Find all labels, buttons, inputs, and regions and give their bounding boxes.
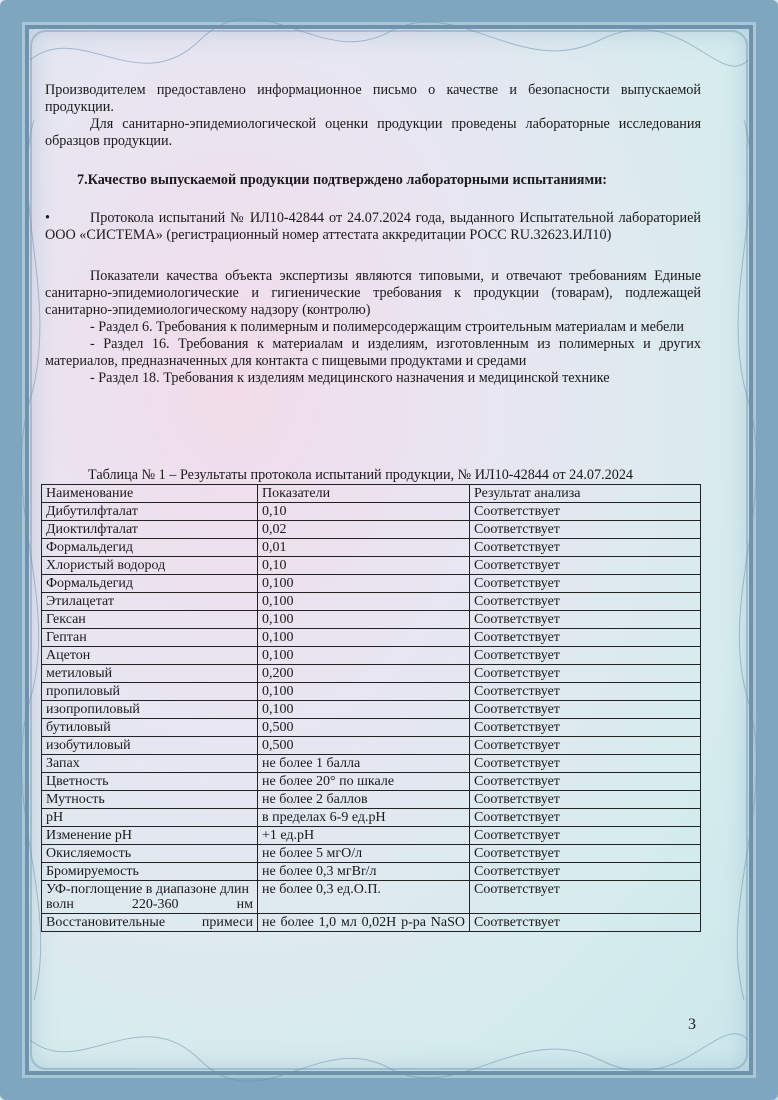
table-row — [42, 575, 701, 593]
cell-name: Восстановительные примеси — [42, 914, 258, 932]
table-row — [42, 557, 701, 575]
table-row — [42, 755, 701, 773]
cell-indicator: 0,100 — [258, 593, 470, 611]
cell-indicator: 0,100 — [258, 647, 470, 665]
table-row — [42, 719, 701, 737]
cell-result: Соответствует — [470, 845, 701, 863]
cell-indicator: не более 5 мгО/л — [258, 845, 470, 863]
table-row — [42, 791, 701, 809]
cell-indicator: 0,500 — [258, 719, 470, 737]
table-row — [42, 863, 701, 881]
cell-indicator: +1 ед.pH — [258, 827, 470, 845]
cell-result: Соответствует — [470, 914, 701, 932]
cell-name: изобутиловый — [42, 737, 258, 755]
table-header-row — [42, 485, 701, 503]
table-row — [42, 827, 701, 845]
paragraph-lab-assessment: Для санитарно-эпидемиологической оценки продукции проведены лабораторные исследования образцов продукции. — [45, 116, 701, 149]
table-row — [42, 773, 701, 791]
cell-result: Соответствует — [470, 611, 701, 629]
cell-name: Этилацетат — [42, 593, 258, 611]
header-result: Результат анализа — [470, 485, 701, 503]
cell-indicator: не более 1 балла — [258, 755, 470, 773]
cell-result: Соответствует — [470, 557, 701, 575]
cell-name: Окисляемость — [42, 845, 258, 863]
cell-indicator: 0,100 — [258, 629, 470, 647]
cell-result: Соответствует — [470, 575, 701, 593]
cell-indicator: 0,02 — [258, 521, 470, 539]
cell-result: Соответствует — [470, 665, 701, 683]
table-row — [42, 845, 701, 863]
cell-indicator: не более 1,0 мл 0,02Н р-ра NaSO — [258, 914, 470, 932]
cell-result: Соответствует — [470, 863, 701, 881]
table-row — [42, 737, 701, 755]
protocol-bullet-item — [45, 210, 701, 244]
table-row — [42, 593, 701, 611]
cell-name: УФ-поглощение в диапазоне длин волн 220-360 нм — [42, 881, 258, 914]
cell-indicator: не более 0,3 ед.О.П. — [258, 881, 470, 914]
document-body — [45, 82, 701, 387]
table-row — [42, 701, 701, 719]
requirement-section-18: - Раздел 18. Требования к изделиям медицинского назначения и медицинской технике — [90, 370, 610, 386]
cell-result: Соответствует — [470, 521, 701, 539]
cell-name: Мутность — [42, 791, 258, 809]
cell-indicator: 0,500 — [258, 737, 470, 755]
cell-name: Запах — [42, 755, 258, 773]
cell-indicator: 0,01 — [258, 539, 470, 557]
cell-name: Гексан — [42, 611, 258, 629]
table-row — [42, 914, 701, 932]
cell-indicator: 0,10 — [258, 557, 470, 575]
table-row — [42, 539, 701, 557]
cell-name: Формальдегид — [42, 539, 258, 557]
cell-result: Соответствует — [470, 773, 701, 791]
table-caption: Таблица № 1 – Результаты протокола испытаний продукции, № ИЛ10-42844 от 24.07.2024 — [88, 467, 634, 483]
protocol-text: Протокола испытаний № ИЛ10-42844 от 24.07.2024 года, выданного Испытательной лабораторией ООО «СИСТЕМА» (регистрационный номер аттестата аккредитации РОСС RU.32623.ИЛ10) — [45, 210, 701, 243]
table-row — [42, 683, 701, 701]
cell-result: Соответствует — [470, 809, 701, 827]
table-row — [42, 809, 701, 827]
cell-name: метиловый — [42, 665, 258, 683]
table-row — [42, 503, 701, 521]
cell-indicator: не более 0,3 мгBr/л — [258, 863, 470, 881]
cell-name: Дибутилфталат — [42, 503, 258, 521]
cell-indicator: 0,100 — [258, 611, 470, 629]
cell-indicator: 0,100 — [258, 701, 470, 719]
table-row — [42, 521, 701, 539]
cell-name: Цветность — [42, 773, 258, 791]
table-row — [42, 665, 701, 683]
cell-result: Соответствует — [470, 881, 701, 914]
page-number: 3 — [688, 1016, 696, 1033]
cell-indicator: 0,200 — [258, 665, 470, 683]
requirement-section-6: - Раздел 6. Требования к полимерным и полимерсодержащим строительным материалам и мебели — [90, 319, 684, 335]
cell-result: Соответствует — [470, 791, 701, 809]
cell-name: изопропиловый — [42, 701, 258, 719]
cell-indicator: не более 20° по шкале — [258, 773, 470, 791]
cell-result: Соответствует — [470, 593, 701, 611]
results-table — [41, 484, 701, 932]
table-row — [42, 611, 701, 629]
requirement-section-16: - Раздел 16. Требования к материалам и изделиям, изготовленным из полимерных и других материалов, предназначенных для контакта с пищевыми продуктами и средами — [45, 336, 701, 369]
cell-result: Соответствует — [470, 755, 701, 773]
section-7-title: 7.Качество выпускаемой продукции подтверждено лабораторными испытаниями: — [77, 172, 608, 188]
cell-result: Соответствует — [470, 719, 701, 737]
cell-indicator: 0,10 — [258, 503, 470, 521]
cell-name: пропиловый — [42, 683, 258, 701]
cell-result: Соответствует — [470, 827, 701, 845]
cell-indicator: 0,100 — [258, 575, 470, 593]
header-indicators: Показатели — [258, 485, 470, 503]
cell-indicator: 0,100 — [258, 683, 470, 701]
cell-result: Соответствует — [470, 629, 701, 647]
paragraph-info-letter: Производителем предоставлено информационное письмо о качестве и безопасности выпускаемой продукции. — [45, 82, 701, 115]
table-row — [42, 629, 701, 647]
paragraph-quality-indicators: Показатели качества объекта экспертизы являются типовыми, и отвечают требованиям Единые санитарно-эпидемиологические и гигиенические требования к продукции (товарам), подлежащей санитарно-эпидемиологическому надзору (контролю) — [45, 268, 701, 318]
cell-name: Ацетон — [42, 647, 258, 665]
cell-result: Соответствует — [470, 701, 701, 719]
cell-result: Соответствует — [470, 647, 701, 665]
cell-name: Хлористый водород — [42, 557, 258, 575]
cell-indicator: в пределах 6-9 ед.pH — [258, 809, 470, 827]
cell-name: бутиловый — [42, 719, 258, 737]
cell-name: Гептан — [42, 629, 258, 647]
table-row — [42, 881, 701, 914]
header-name: Наименование — [42, 485, 258, 503]
cell-name: Диоктилфталат — [42, 521, 258, 539]
cell-result: Соответствует — [470, 737, 701, 755]
cell-name: Бромируемость — [42, 863, 258, 881]
cell-name: Изменение pH — [42, 827, 258, 845]
cell-name: Формальдегид — [42, 575, 258, 593]
cell-name: pH — [42, 809, 258, 827]
cell-indicator: не более 2 баллов — [258, 791, 470, 809]
cell-result: Соответствует — [470, 539, 701, 557]
table-row — [42, 647, 701, 665]
cell-result: Соответствует — [470, 683, 701, 701]
cell-result: Соответствует — [470, 503, 701, 521]
bullet-icon: • — [45, 210, 50, 226]
